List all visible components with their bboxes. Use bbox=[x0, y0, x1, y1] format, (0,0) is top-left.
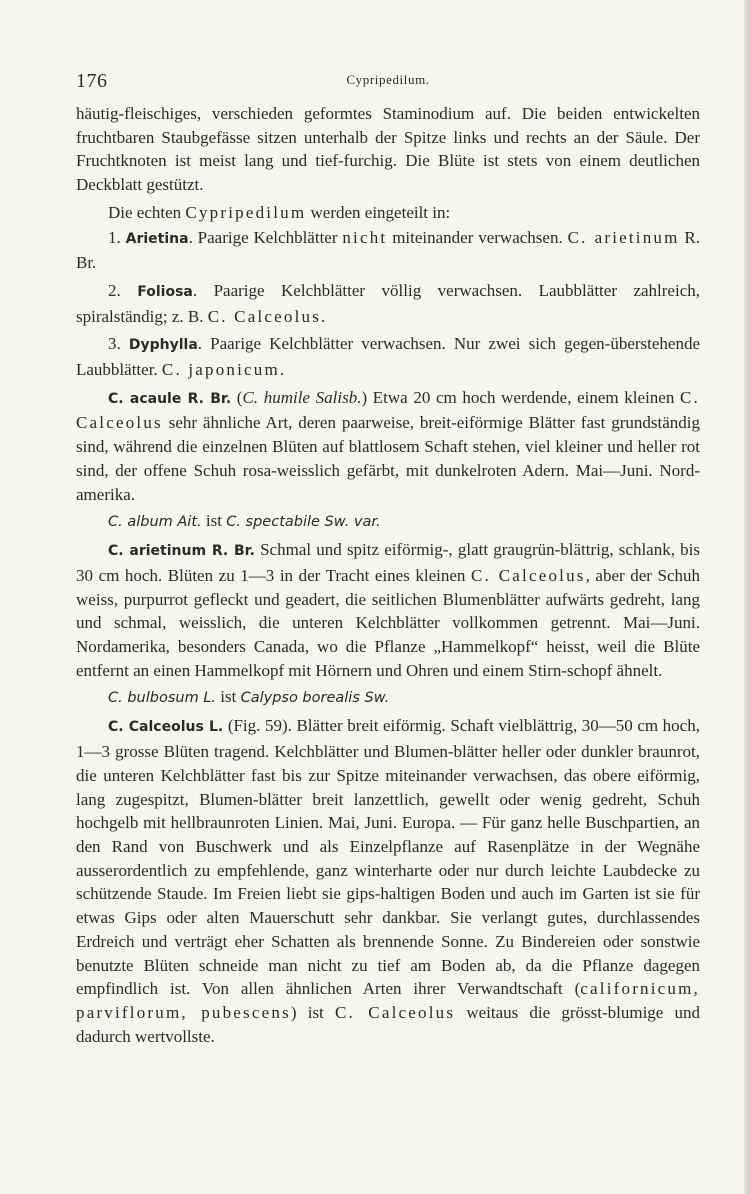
text-run: weitaus die grösst-blumige und dadurch wertvollste. bbox=[76, 1002, 701, 1046]
text-run: werden eingeteilt in: bbox=[306, 202, 451, 222]
group-name: Foliosa bbox=[137, 283, 193, 300]
text-run: . bbox=[321, 306, 326, 326]
species-name: C. arietinum bbox=[567, 227, 680, 247]
text-run: . Paarige Kelchblätter völlig verwachsen. Laubblätter zahlreich, spiralständig; z. B. bbox=[76, 280, 700, 326]
text-run: Schmal und spitz eiförmig-, glatt graugrün-blättrig, schlank, bis 30 cm hoch. Blüten zu 1—3 in der Tracht eines kleinen bbox=[76, 540, 700, 585]
species-heading: C. acaule R. Br. bbox=[108, 390, 232, 407]
species-name: C. Calceolus bbox=[334, 1002, 456, 1022]
group-number: 2. bbox=[108, 280, 138, 300]
synonym: C. humile Salisb. bbox=[242, 387, 362, 407]
text-run: . Paarige Kelchblätter verwachsen. Nur zwei sich gegen-überstehende Laubblätter. bbox=[76, 334, 701, 380]
body-text bbox=[76, 102, 700, 1048]
text-run: ) Etwa 20 cm hoch werdende, einem kleinen bbox=[361, 387, 680, 407]
group-foliosa bbox=[76, 279, 700, 328]
group-number: 3. bbox=[108, 334, 129, 354]
genus-name: Cypripedilum bbox=[185, 202, 307, 222]
entry-bulbosum bbox=[76, 686, 700, 709]
running-title: Cypripedilum. bbox=[346, 72, 430, 87]
text-run: (Fig. 59). Blätter breit eiförmig. Schaft vielblättrig, 30—50 cm hoch, 1—3 grosse Blüten tragend. Kelchblätter und Blumen-blätter heller oder dunkler braunrot, die unteren Kelchblätter fast bis zur Spitze miteinander verwachsen, das obere eiförmig, lang zugespitzt, Blumen-blätter breit lanzettlich, gewellt oder wenig gedreht, Schuh hochgelb mit hellbraunroten Linien. Mai, Juni. Europa. — Für ganz helle Buschpartien, an den Rand von Buschwerk und als Einzelpflanze auf Rasenplätze in der Wegnähe ausserordentlich zu empfehlende, ganz winterharte oder nur durch leichte Laubdecke zu schützende Staude. Im Freien liebt sie gips-haltigen Boden und auch im Garten ist sie für etwas Gips oder alten Mauerschutt sehr dankbar. Sie verlangt gutes, durchlassendes Erdreich und verträgt eher Schatten als brennende Sonne. Zu Bindereien oder sonstwie benutzte Blüten schneide man nicht zu tief am Boden ab, da die Pflanze dagegen empfindlich ist. Von allen ähnlichen Arten ihrer Verwandtschaft ( bbox=[76, 716, 700, 999]
scan-edge bbox=[744, 0, 750, 1194]
species-heading: C. arietinum R. Br. bbox=[108, 543, 255, 560]
species-name: C. Calceolus bbox=[207, 306, 322, 326]
text-run: R. Br. bbox=[76, 227, 700, 273]
group-number: 1. bbox=[108, 227, 126, 247]
text-run: ) ist bbox=[290, 1002, 335, 1022]
synonym: C. spectabile Sw. var. bbox=[226, 514, 381, 531]
text-run: Die echten bbox=[108, 202, 186, 222]
paragraph-staminodium: häutig-fleischiges, verschieden geformtes Staminodium auf. Die beiden entwickelten fruchtbaren Staubgefässe sitzen unterhalb der Spitze links und rechts an der Säule. Der Fruchtknoten ist meist lang und tief-furchig. Die Blüte ist stets von einem deutlichen Deckblatt gestützt. bbox=[76, 104, 700, 195]
synonym: C. album Ait. bbox=[108, 514, 202, 531]
synonym: C. bulbosum L. bbox=[108, 690, 217, 707]
entry-arietinum bbox=[76, 538, 700, 682]
text-run: . bbox=[279, 360, 285, 380]
entry-acaule bbox=[76, 386, 700, 507]
text-run: ist bbox=[201, 511, 227, 531]
group-dyphylla bbox=[76, 332, 700, 381]
entry-calceolus bbox=[76, 714, 700, 1048]
page-header bbox=[76, 66, 700, 92]
synonym: Calypso borealis Sw. bbox=[240, 690, 390, 707]
page-number: 176 bbox=[76, 70, 108, 92]
text-run: , aber der Schuh weiss, purpurrot gefleckt und geadert, die seitlichen Blumenblätter aufwärts gedreht, lang und schmal, weisslich, die unteren Kelchblätter vollkommen getrennt. Mai—Juni. Nordamerika, besonders Canada, wo die Pflanze „Hammelkopf“ heisst, weil die Blüte entfernt an einen Hammelkopf mit Hörnern und Ohren und einem Stirn-schopf ähnelt. bbox=[76, 565, 700, 680]
group-name: Dyphylla bbox=[128, 337, 198, 354]
text-run: miteinander verwachsen. bbox=[387, 227, 568, 247]
species-name: C. Calceolus bbox=[76, 387, 700, 433]
entry-album bbox=[76, 510, 700, 533]
species-name: C. Calceolus bbox=[471, 565, 586, 585]
book-page bbox=[76, 66, 700, 1052]
emphasis-nicht: nicht bbox=[342, 227, 388, 247]
text-run: . Paarige Kelchblätter bbox=[188, 227, 343, 247]
species-name: C. japonicum bbox=[161, 360, 280, 380]
text-run: sehr ähnliche Art, deren paarweise, breit-eiförmige Blätter fast grundständig sind, während die einzelnen Blüten auf blattlosem Schaft stehen, viel kleiner und heller rot sind, der offene Schuh rosa-weisslich gefärbt, mit dunkelroten Adern. Mai—Juni. Nord-amerika. bbox=[76, 413, 700, 504]
group-arietina bbox=[76, 226, 700, 275]
paragraph-classification bbox=[76, 201, 700, 225]
species-heading: C. Calceolus L. bbox=[108, 719, 224, 736]
group-name: Arietina bbox=[125, 230, 189, 247]
related-species: californicum, parviflorum, pubescens bbox=[76, 979, 700, 1022]
text-run: ( bbox=[231, 387, 243, 407]
text-run: ist bbox=[216, 687, 241, 707]
